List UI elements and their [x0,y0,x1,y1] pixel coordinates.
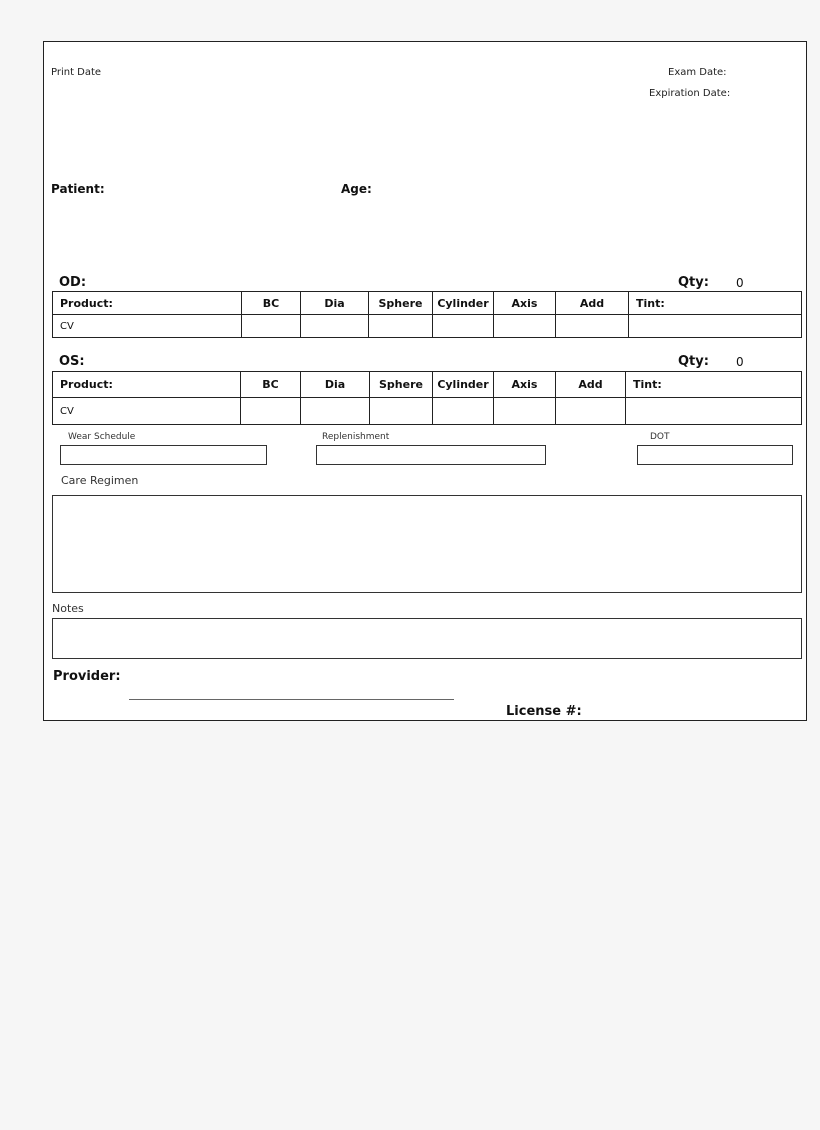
od-col-sphere: Sphere [369,292,433,315]
od-header-row [53,292,802,315]
os-product-cell[interactable]: CV [53,398,241,425]
od-title: OD: [59,275,87,290]
exam-date-label: Exam Date: [668,67,727,78]
os-col-product: Product: [53,372,241,398]
replenishment-field[interactable] [316,445,546,465]
dot-label: DOT [650,432,670,442]
patient-label: Patient: [51,182,105,196]
os-sphere-cell[interactable] [370,398,433,425]
os-axis-cell[interactable] [494,398,556,425]
age-label: Age: [341,182,372,196]
od-cylinder-cell[interactable] [433,315,494,338]
od-col-product: Product: [53,292,242,315]
os-col-bc: BC [241,372,301,398]
od-col-cylinder: Cylinder [433,292,494,315]
os-qty-label: Qty: [678,354,709,369]
od-data-row [53,315,802,338]
os-data-row [53,398,802,425]
os-bc-cell[interactable] [241,398,301,425]
od-col-bc: BC [242,292,301,315]
contact-lens-rx-form [43,41,807,721]
notes-field[interactable] [52,618,802,659]
os-header-row [53,372,802,398]
replenishment-label: Replenishment [322,432,390,442]
od-sphere-cell[interactable] [369,315,433,338]
care-regimen-label: Care Regimen [61,474,139,487]
license-label: License #: [506,704,582,719]
print-date-label: Print Date [51,67,102,78]
os-cylinder-cell[interactable] [433,398,494,425]
expiration-date-label: Expiration Date: [649,88,731,99]
od-tint-cell[interactable] [629,315,802,338]
od-col-add: Add [556,292,629,315]
os-qty-value: 0 [736,355,744,369]
od-table [52,291,802,338]
provider-signature-line [129,699,454,700]
od-qty-label: Qty: [678,275,709,290]
os-col-dia: Dia [301,372,370,398]
od-dia-cell[interactable] [301,315,369,338]
wear-schedule-field[interactable] [60,445,267,465]
os-col-tint: Tint: [626,372,802,398]
od-col-dia: Dia [301,292,369,315]
os-col-axis: Axis [494,372,556,398]
os-add-cell[interactable] [556,398,626,425]
od-axis-cell[interactable] [494,315,556,338]
os-title: OS: [59,354,85,369]
od-col-tint: Tint: [629,292,802,315]
wear-schedule-label: Wear Schedule [68,432,136,442]
dot-field[interactable] [637,445,793,465]
os-table [52,371,802,425]
od-add-cell[interactable] [556,315,629,338]
provider-label: Provider: [53,669,121,684]
od-col-axis: Axis [494,292,556,315]
os-col-add: Add [556,372,626,398]
os-col-cylinder: Cylinder [433,372,494,398]
od-product-cell[interactable]: CV [53,315,242,338]
os-tint-cell[interactable] [626,398,802,425]
os-dia-cell[interactable] [301,398,370,425]
od-bc-cell[interactable] [242,315,301,338]
care-regimen-field[interactable] [52,495,802,593]
os-col-sphere: Sphere [370,372,433,398]
od-qty-value: 0 [736,276,744,290]
notes-label: Notes [52,602,84,615]
